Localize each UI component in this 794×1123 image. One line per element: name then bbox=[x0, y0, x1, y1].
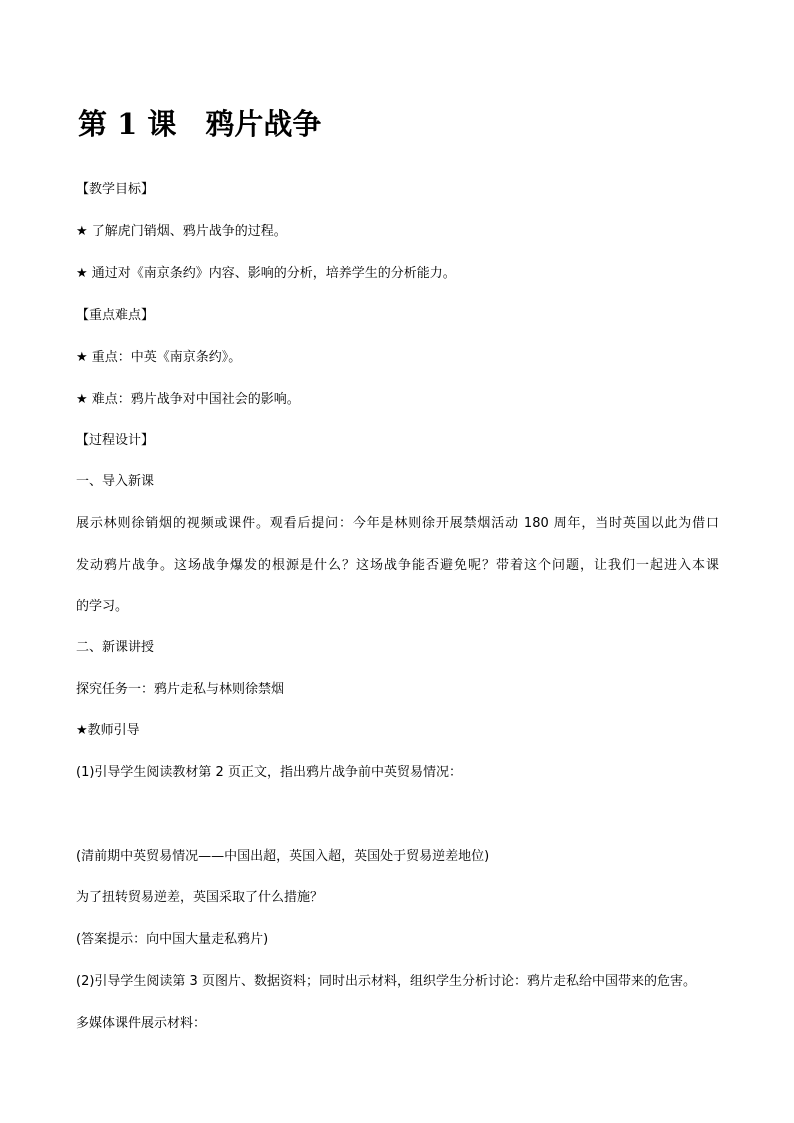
key-point-item: ★ 重点：中英《南京条约》。 bbox=[76, 350, 242, 365]
trade-situation-note: (清前期中英贸易情况——中国出超，英国入超，英国处于贸易逆差地位) bbox=[76, 849, 490, 864]
teacher-guide-label: ★教师引导 bbox=[76, 723, 140, 738]
subheading-intro: 一、导入新课 bbox=[76, 474, 155, 489]
task-heading-1: 探究任务一：鸦片走私与林则徐禁烟 bbox=[76, 682, 285, 697]
lesson-title: 第 1 课 鸦片战争 bbox=[78, 107, 322, 141]
answer-hint: (答案提示：向中国大量走私鸦片) bbox=[76, 932, 269, 947]
multimedia-material-label: 多媒体课件展示材料： bbox=[76, 1016, 207, 1031]
guide-step-1: (1)引导学生阅读教材第 2 页正文，指出鸦片战争前中英贸易情况： bbox=[76, 765, 462, 780]
guide-step-2: (2)引导学生阅读第 3 页图片、数据资料；同时出示材料，组织学生分析讨论：鸦片走私给中国带来的危害。 bbox=[76, 974, 696, 989]
difficult-point-item: ★ 难点：鸦片战争对中国社会的影响。 bbox=[76, 392, 300, 407]
intro-paragraph-line-3: 的学习。 bbox=[76, 599, 129, 614]
section-heading-teaching-goals: 【教学目标】 bbox=[76, 182, 155, 197]
goal-item-2: ★ 通过对《南京条约》内容、影响的分析，培养学生的分析能力。 bbox=[76, 266, 456, 281]
question-trade-deficit: 为了扭转贸易逆差，英国采取了什么措施？ bbox=[76, 890, 324, 905]
intro-paragraph-line-2: 发动鸦片战争。这场战争爆发的根源是什么？这场战争能否避免呢？带着这个问题，让我们一起进入本课 bbox=[76, 558, 719, 573]
subheading-new-lesson: 二、新课讲授 bbox=[76, 640, 155, 655]
section-heading-key-points: 【重点难点】 bbox=[76, 308, 155, 323]
goal-item-1: ★ 了解虎门销烟、鸦片战争的过程。 bbox=[76, 224, 287, 239]
intro-paragraph-line-1: 展示林则徐销烟的视频或课件。观看后提问：今年是林则徐开展禁烟活动 180 周年，当时英国以此为借口 bbox=[76, 516, 719, 531]
section-heading-process: 【过程设计】 bbox=[76, 433, 155, 448]
